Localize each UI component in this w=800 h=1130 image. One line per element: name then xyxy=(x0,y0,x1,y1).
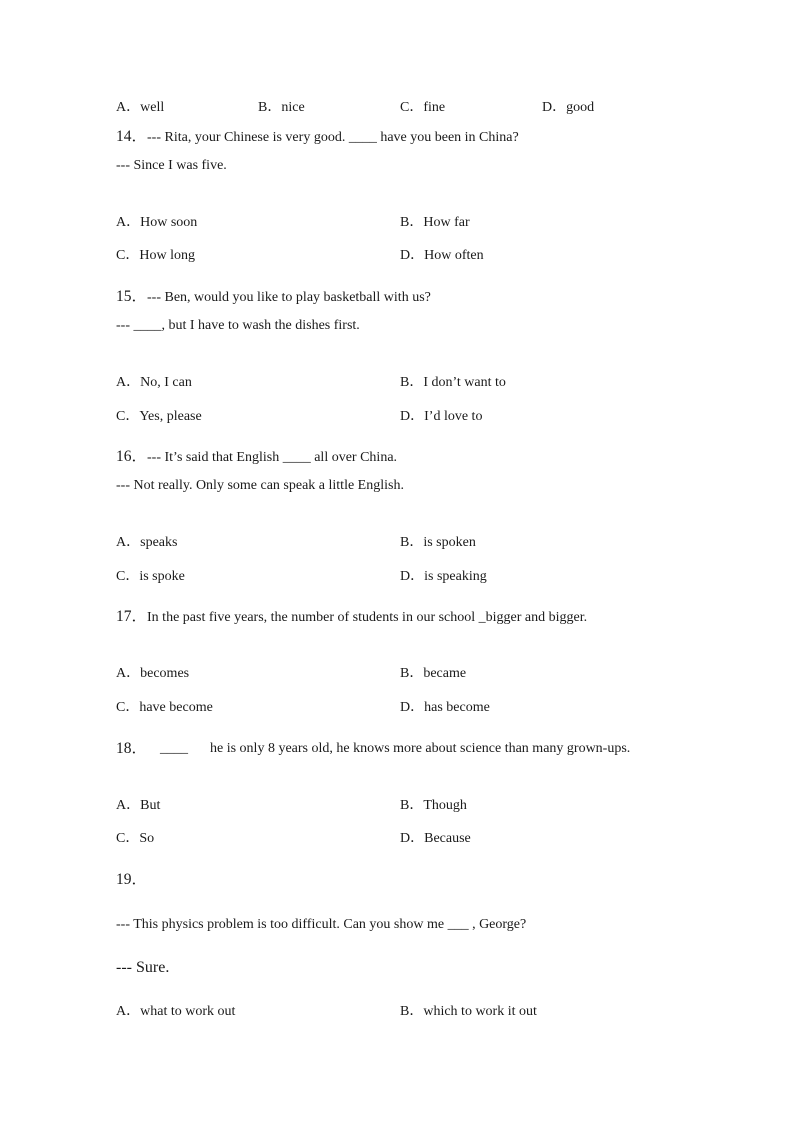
option-letter: B． xyxy=(400,375,424,390)
question-number: 17． xyxy=(116,608,148,625)
option-16-d xyxy=(400,568,487,586)
question-number: 14． xyxy=(116,128,148,145)
question-16-reply: --- Not really. Only some can speak a little English. xyxy=(116,478,404,493)
option-17-d xyxy=(400,699,490,717)
option-text: Yes, please xyxy=(139,409,202,424)
option-text: I don’t want to xyxy=(423,375,506,390)
question-14-stem xyxy=(116,128,519,147)
option-13-b xyxy=(258,99,305,117)
option-letter: C． xyxy=(116,409,140,424)
option-text: which to work it out xyxy=(423,1004,537,1019)
option-text: is spoken xyxy=(423,535,476,550)
option-17-c xyxy=(116,699,213,717)
option-text: fine xyxy=(423,100,446,115)
option-text: is speaking xyxy=(424,569,487,584)
option-15-d xyxy=(400,408,482,426)
option-13-c xyxy=(400,99,445,117)
option-letter: B． xyxy=(400,798,424,813)
option-letter: D． xyxy=(400,409,425,424)
option-letter: A． xyxy=(116,215,141,230)
option-18-b xyxy=(400,797,467,815)
option-text: have become xyxy=(139,700,213,715)
option-text: nice xyxy=(281,100,305,115)
option-letter: A． xyxy=(116,798,141,813)
option-18-c xyxy=(116,830,154,848)
question-15-stem xyxy=(116,288,431,307)
question-14-reply: --- Since I was five. xyxy=(116,158,227,173)
option-15-c xyxy=(116,408,202,426)
question-text: --- It’s said that English ____ all over China. xyxy=(147,450,398,465)
option-letter: A． xyxy=(116,535,141,550)
option-text: has become xyxy=(424,700,490,715)
option-19-b xyxy=(400,1003,537,1021)
option-letter: D． xyxy=(542,100,567,115)
option-14-d xyxy=(400,247,484,265)
option-letter: A． xyxy=(116,666,141,681)
option-16-a xyxy=(116,534,177,552)
option-text: became xyxy=(423,666,467,681)
question-17-stem xyxy=(116,608,587,627)
question-19-stem: --- This physics problem is too difficult. Can you show me ___ , George? xyxy=(116,917,527,932)
option-letter: C． xyxy=(400,100,424,115)
option-letter: B． xyxy=(400,535,424,550)
question-15-reply: --- ____, but I have to wash the dishes first. xyxy=(116,318,360,333)
option-letter: D． xyxy=(400,831,425,846)
option-letter: A． xyxy=(116,375,141,390)
option-14-a xyxy=(116,214,197,232)
option-letter: B． xyxy=(258,100,282,115)
option-13-d xyxy=(542,99,594,117)
option-text: How soon xyxy=(140,215,198,230)
option-letter: B． xyxy=(400,215,424,230)
option-letter: D． xyxy=(400,700,425,715)
option-letter: C． xyxy=(116,248,140,263)
option-18-a xyxy=(116,797,160,815)
option-text: well xyxy=(140,100,165,115)
option-15-b xyxy=(400,374,506,392)
option-letter: A． xyxy=(116,1004,141,1019)
question-19-reply: --- Sure. xyxy=(116,959,170,976)
option-text: is spoke xyxy=(139,569,185,584)
question-text: In the past five years, the number of students in our school _bigger and bigger. xyxy=(147,610,588,625)
question-number: 19． xyxy=(116,871,148,888)
option-text: No, I can xyxy=(140,375,192,390)
question-text: --- Ben, would you like to play basketball with us? xyxy=(147,290,431,305)
question-number: 15． xyxy=(116,288,148,305)
option-15-a xyxy=(116,374,192,392)
option-16-c xyxy=(116,568,185,586)
option-16-b xyxy=(400,534,476,552)
option-text: becomes xyxy=(140,666,190,681)
option-letter: A． xyxy=(116,100,141,115)
option-18-d xyxy=(400,830,471,848)
option-letter: B． xyxy=(400,666,424,681)
option-text: Because xyxy=(424,831,471,846)
question-number: 18． xyxy=(116,740,148,757)
option-letter: D． xyxy=(400,248,425,263)
option-text: How often xyxy=(424,248,484,263)
option-letter: C． xyxy=(116,569,140,584)
option-17-a xyxy=(116,665,189,683)
option-text: How far xyxy=(423,215,470,230)
option-letter: D． xyxy=(400,569,425,584)
question-16-stem xyxy=(116,448,397,467)
question-18-stem: he is only 8 years old, he knows more about science than many grown-ups. xyxy=(210,741,631,756)
option-text: I’d love to xyxy=(424,409,483,424)
option-text: So xyxy=(139,831,155,846)
option-14-b xyxy=(400,214,470,232)
option-text: what to work out xyxy=(140,1004,236,1019)
option-text: How long xyxy=(139,248,195,263)
option-text: Though xyxy=(423,798,467,813)
option-19-a xyxy=(116,1003,235,1021)
question-text: --- Rita, your Chinese is very good. ____ have you been in China? xyxy=(147,130,519,145)
option-text: good xyxy=(566,100,595,115)
option-17-b xyxy=(400,665,466,683)
option-letter: B． xyxy=(400,1004,424,1019)
answer-blank: ____ xyxy=(160,741,188,756)
option-text: speaks xyxy=(140,535,178,550)
option-14-c xyxy=(116,247,195,265)
option-text: But xyxy=(140,798,161,813)
question-number: 16． xyxy=(116,448,148,465)
option-letter: C． xyxy=(116,700,140,715)
option-13-a xyxy=(116,99,164,117)
option-letter: C． xyxy=(116,831,140,846)
